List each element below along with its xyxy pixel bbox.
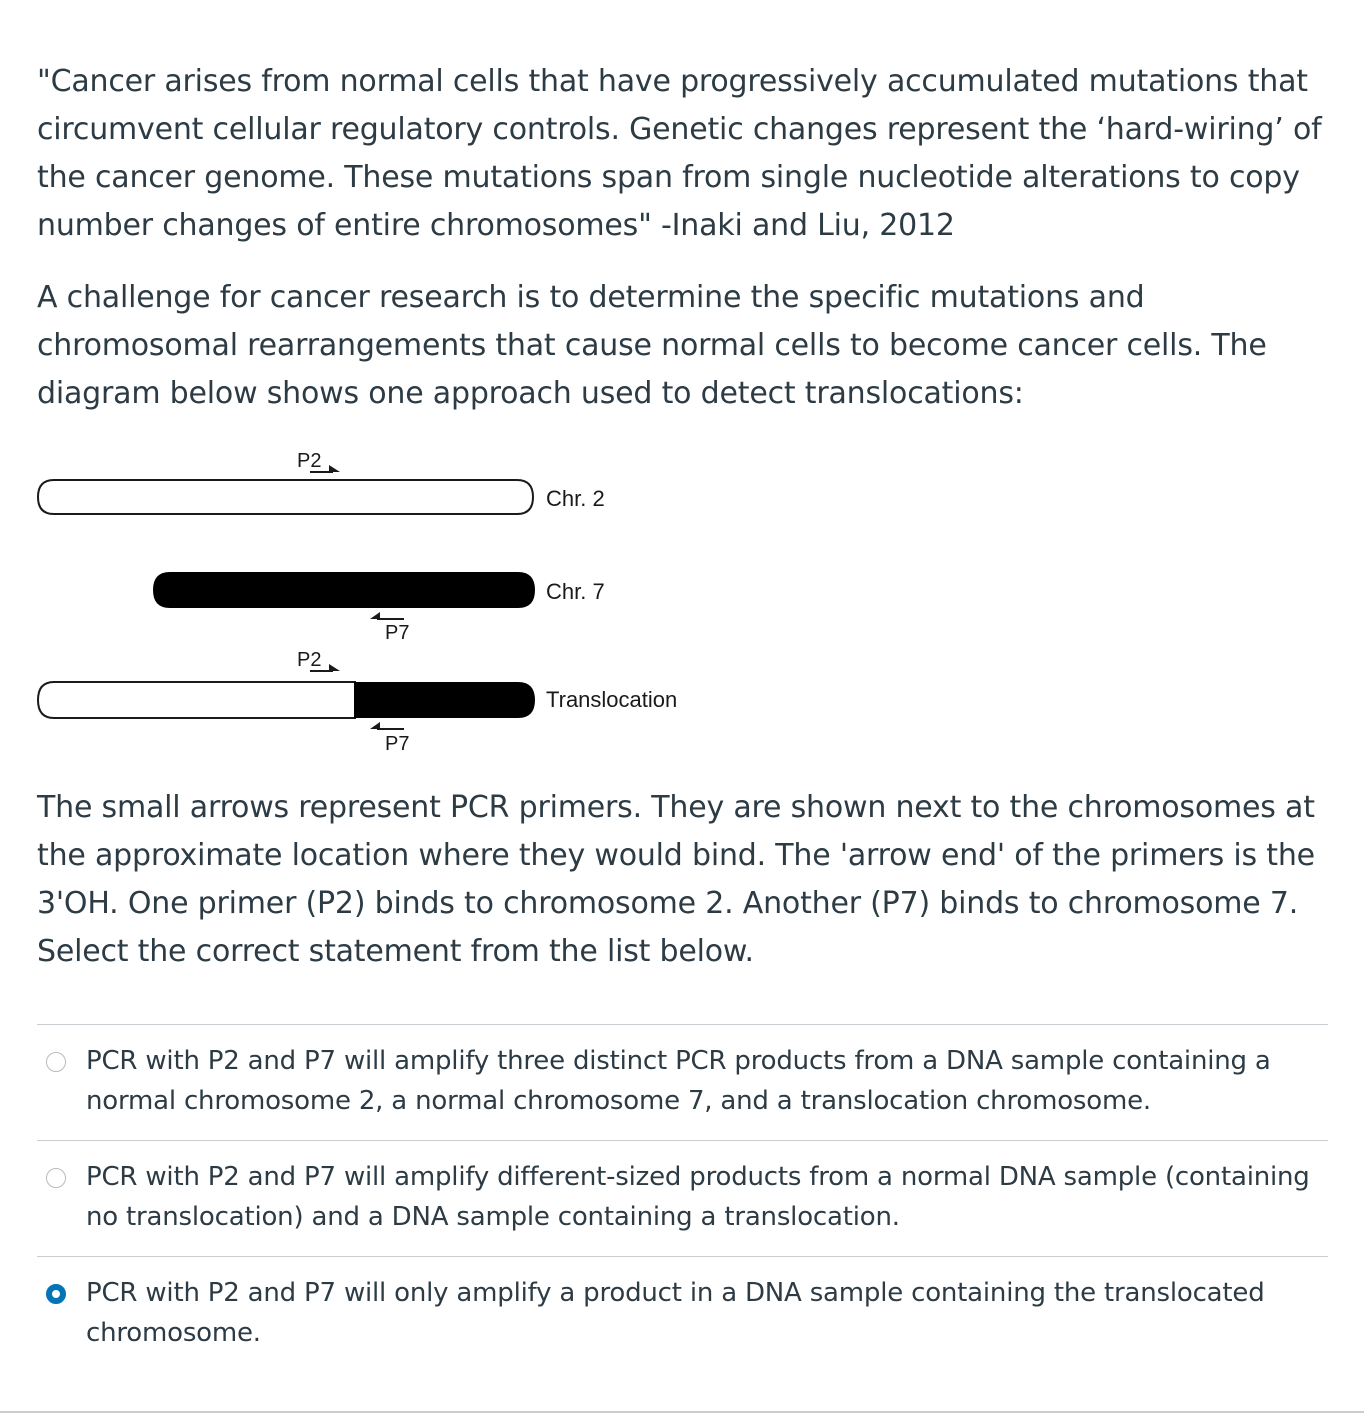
- p2-primer-label-top: P2: [297, 450, 322, 472]
- p7-arrow-icon-bottom: [370, 722, 404, 729]
- answer-text-3[interactable]: PCR with P2 and P7 will only amplify a product in a DNA sample containing the translocated chromosome.: [86, 1278, 1265, 1348]
- answer-option-3[interactable]: [37, 1256, 1328, 1387]
- chr7-bar: [153, 572, 535, 608]
- radio-button-2[interactable]: [46, 1168, 66, 1188]
- answer-option-1[interactable]: [37, 1024, 1328, 1140]
- radio-button-1[interactable]: [46, 1052, 66, 1072]
- primers-paragraph: The small arrows represent PCR primers. They are shown next to the chromosomes at the approximate location where they would bind. The 'arrow end' of the primers is the 3'OH. One primer (P2) binds to chromosome 2. Another (P7) binds to chromosome 7. Select the correct statement from the list below.: [37, 790, 1315, 969]
- challenge-paragraph: A challenge for cancer research is to determine the specific mutations and chromosomal rearrangements that cause normal cells to become cancer cells. The diagram below shows one approach used to detect translocations:: [37, 280, 1267, 411]
- bottom-divider: [0, 1411, 1364, 1413]
- p7-primer-label-bottom: P7: [385, 733, 410, 755]
- answer-list: [37, 1024, 1328, 1387]
- answer-text-2[interactable]: PCR with P2 and P7 will amplify different-sized products from a normal DNA sample (containing no translocation) and a DNA sample containing a translocation.: [86, 1162, 1310, 1232]
- p7-arrow-icon-middle: [370, 612, 404, 619]
- answer-text-1[interactable]: PCR with P2 and P7 will amplify three distinct PCR products from a DNA sample containing a normal chromosome 2, a normal chromosome 7, and a translocation chromosome.: [86, 1046, 1271, 1116]
- quote-paragraph: "Cancer arises from normal cells that have progressively accumulated mutations that circumvent cellular regulatory controls. Genetic changes represent the ‘hard-wiring’ of the cancer genome. These mutations span from single nucleotide alterations to copy number changes of entire chromosomes" -Inaki and Liu, 2012: [37, 64, 1322, 243]
- answer-option-2[interactable]: [37, 1140, 1328, 1256]
- chr2-label: Chr. 2: [546, 486, 605, 511]
- translocation-diagram: [0, 430, 760, 770]
- p7-primer-label-middle: P7: [385, 622, 410, 644]
- chr2-bar: [38, 480, 533, 514]
- radio-button-3-selected[interactable]: [46, 1284, 66, 1304]
- p2-primer-label-bottom: P2: [297, 649, 322, 671]
- translocation-white-segment: [38, 682, 355, 718]
- translocation-black-segment: [354, 682, 535, 718]
- chr7-label: Chr. 7: [546, 579, 605, 604]
- translocation-label: Translocation: [546, 687, 678, 712]
